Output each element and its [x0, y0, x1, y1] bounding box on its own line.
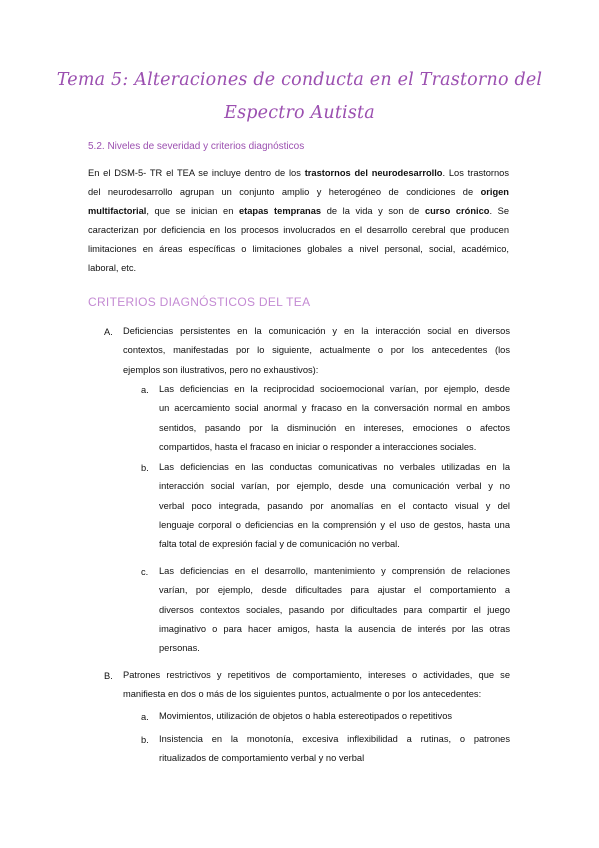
criterion-b-a-label: a.	[141, 712, 149, 722]
criterion-a-c-label: c.	[141, 567, 149, 577]
text-line: un acercamiento social anormal y fracaso en la conversación normal en ambos	[159, 403, 510, 414]
criterion-a-c-text	[159, 562, 510, 658]
title-line-2: Espectro Autista	[224, 103, 375, 123]
criterion-b-b-label: b.	[141, 735, 149, 745]
criterion-b-a-text	[159, 707, 510, 726]
text-line: Insistencia en la monotonía, excesiva inflexibilidad a rutinas, o patrones	[159, 734, 510, 744]
text-line: compartidos, hasta el fracaso en iniciar o responder a interacciones sociales.	[159, 441, 477, 452]
text-line: interacción social varían, por ejemplo, desde una comunicación verbal y no	[159, 481, 510, 492]
intro-line: En el DSM-5- TR el TEA se incluye dentro de los trastornos del neurodesarrollo. Los trastornos	[88, 168, 509, 178]
criterion-a-a-label: a.	[141, 385, 149, 395]
criterion-b-label: B.	[104, 671, 113, 681]
text-line: diversos contextos sociales, pasando por dificultades para compartir el juego	[159, 604, 510, 615]
text-line: Las deficiencias en el desarrollo, mantenimiento y comprensión de relaciones	[159, 566, 510, 576]
text-line: Las deficiencias en la reciprocidad socioemocional varían, por ejemplo, desde	[159, 384, 510, 394]
text-line: manifiesta en dos o más de los siguientes puntos, actualmente o por los antecedentes:	[123, 689, 482, 700]
criterion-a-b-text	[159, 458, 510, 554]
criterion-b-b-text	[159, 730, 510, 769]
text-line: imaginativo o para hacer amigos, hasta la ausencia de interés por las otras	[159, 623, 510, 634]
criterion-a-label: A.	[104, 327, 113, 337]
intro-line: multifactorial, que se inician en etapas tempranas de la vida y son de curso crónico. Se	[88, 206, 509, 216]
text-line: falta total de expresión facial y de comunicación no verbal.	[159, 539, 400, 550]
criterion-b-text	[123, 666, 510, 705]
text-line: ritualizados de comportamiento verbal y no verbal	[159, 753, 365, 764]
text-line: varían, por ejemplo, desde dificultades para ajustar el comportamiento a	[159, 585, 510, 596]
intro-line: limitaciones en áreas específicas o limitaciones globales a nivel personal, social, académico,	[88, 244, 509, 254]
text-line: Deficiencias persistentes en la comunicación y en la interacción social en diversos	[123, 326, 510, 336]
criterion-a-a-text	[159, 380, 510, 457]
text-line: sentidos, pasando por la disminución en intereses, emociones o afectos	[159, 422, 510, 433]
text-line: lenguaje corporal o deficiencias en la comprensión y el uso de gestos, hasta una	[159, 519, 510, 530]
intro-line: caracterizan por deficiencia en los procesos involucrados en el desarrollo cerebral que producen	[88, 225, 509, 235]
text-line: Las deficiencias en las conductas comunicativas no verbales utilizadas en la	[159, 462, 510, 472]
criterion-a-b-label: b.	[141, 463, 149, 473]
intro-line: del neurodesarrollo agrupan un conjunto amplio y heterogéneo de condiciones de origen	[88, 187, 509, 197]
text-line: contextos, manifestadas por lo siguiente, actualmente o por los antecedentes (los	[123, 345, 510, 356]
intro-line: laboral, etc.	[88, 263, 137, 273]
intro-paragraph	[88, 164, 509, 278]
text-line: personas.	[159, 643, 200, 654]
text-line: ejemplos son ilustrativos, pero no exhaustivos):	[123, 364, 319, 375]
section-title: CRITERIOS DIAGNÓSTICOS DEL TEA	[88, 295, 311, 309]
title-line-1: Tema 5: Alteraciones de conducta en el Trastorno del	[56, 70, 543, 90]
text-line: Patrones restrictivos y repetitivos de comportamiento, intereses o actividades, que se	[123, 670, 510, 680]
subheading: 5.2. Niveles de severidad y criterios diagnósticos	[88, 141, 305, 152]
text-line: verbal poco integrada, pasando por anomalías en el contacto visual y del	[159, 500, 510, 511]
criterion-a-text	[123, 322, 510, 380]
text-line: Movimientos, utilización de objetos o habla estereotipados o repetitivos	[159, 711, 453, 721]
